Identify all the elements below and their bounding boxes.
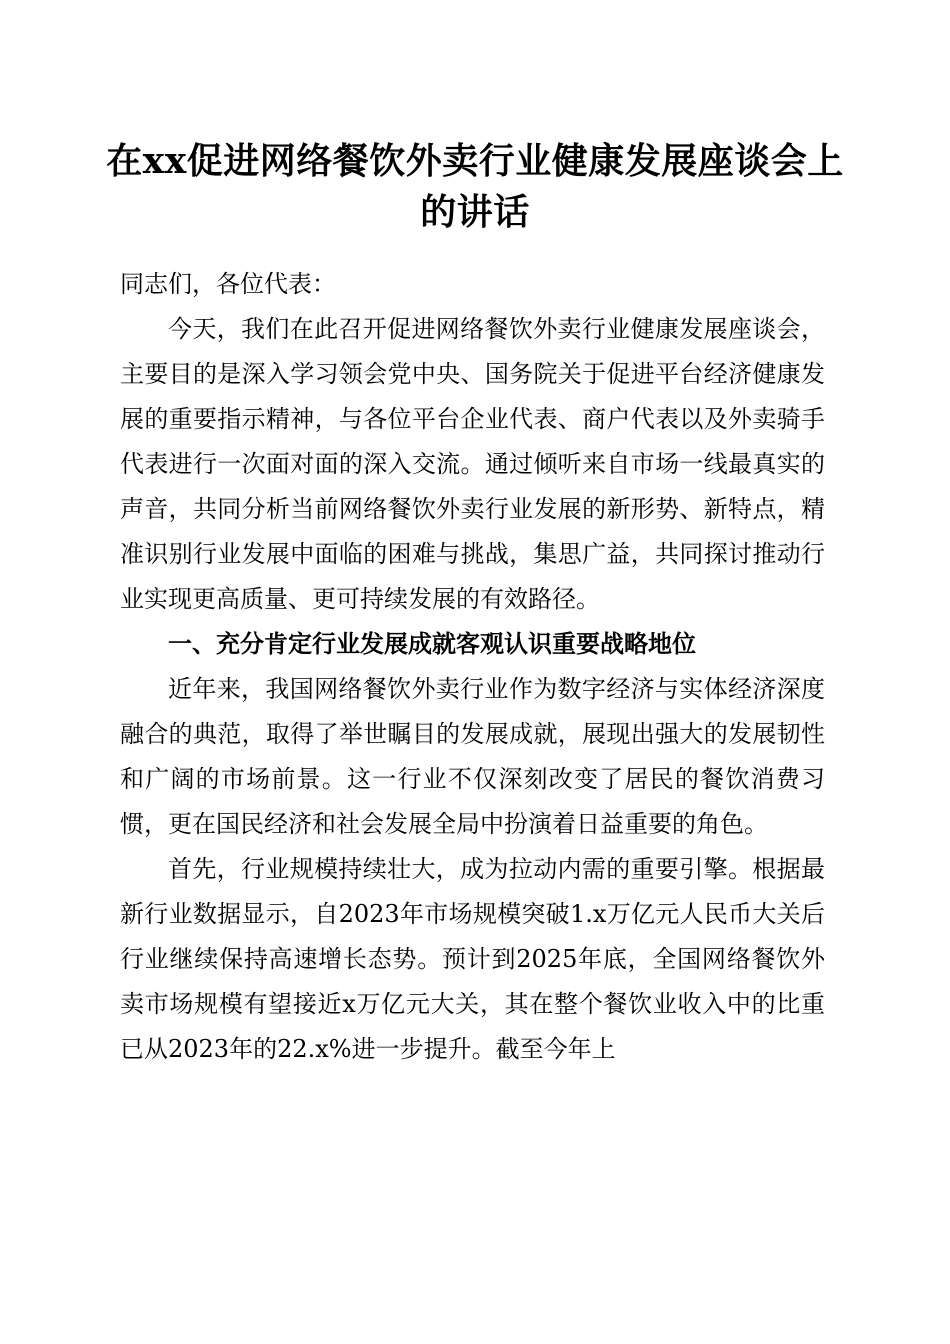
section-heading: 一、充分肯定行业发展成就客观认识重要战略地位: [168, 630, 696, 658]
document-title: 在xx促进网络餐饮外卖行业健康发展座谈会上的讲话: [106, 140, 844, 233]
salutation: 同志们，各位代表：: [120, 270, 336, 298]
section-paragraph-1: 近年来，我国网络餐饮外卖行业作为数字经济与实体经济深度融合的典范，取得了举世瞩目的发展成就，展现出强大的发展韧性和广阔的市场前景。这一行业不仅深刻改变了居民的餐饮消费习惯，更在国民经济和社会发展全局中扮演着日益重要的角色。: [120, 675, 825, 838]
section-paragraph-2: 首先，行业规模持续壮大，成为拉动内需的重要引擎。根据最新行业数据显示，自2023年市场规模突破1.x万亿元人民币大关后行业继续保持高速增长态势。预计到2025年底，全国网络餐饮外卖市场规模有望接近x万亿元大关，其在整个餐饮业收入中的比重已从2023年的22.x%进一步提升。截至今年上: [120, 855, 825, 1063]
intro-paragraph: 今天，我们在此召开促进网络餐饮外卖行业健康发展座谈会，主要目的是深入学习领会党中央、国务院关于促进平台经济健康发展的重要指示精神，与各位平台企业代表、商户代表以及外卖骑手代表进行一次面对面的深入交流。通过倾听来自市场一线最真实的声音，共同分析当前网络餐饮外卖行业发展的新形势、新特点，精准识别行业发展中面临的困难与挑战，集思广益，共同探讨推动行业实现更高质量、更可持续发展的有效路径。: [120, 315, 825, 613]
document-body: [120, 262, 825, 1072]
